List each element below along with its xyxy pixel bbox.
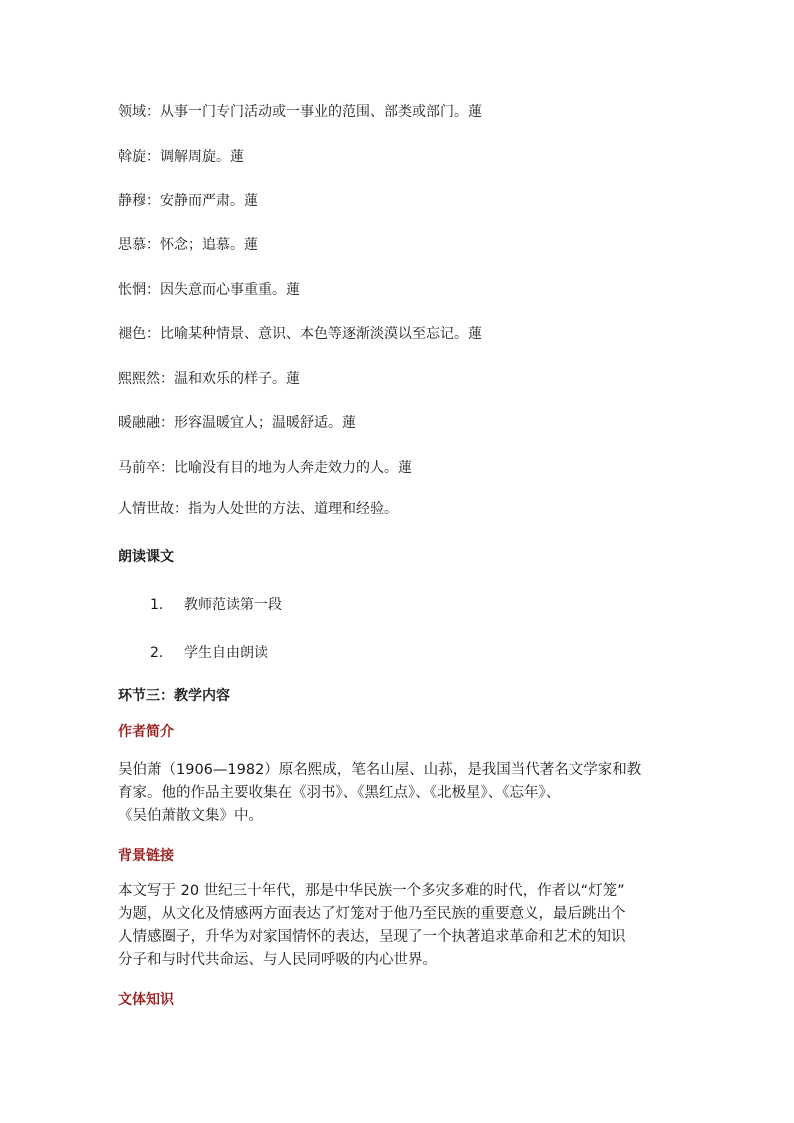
vocab-definition: 温和欢乐的样子。 [174,371,286,387]
author-line-3: 《吴伯萧散文集》中。 [118,808,263,824]
vocab-mark: 蓮 [342,415,356,431]
list-text: 教师范读第一段 [184,597,282,613]
section3-heading: 环节三：教学内容 [118,688,230,704]
vocab-item-maqianzu: 马前卒：比喻没有目的地为人奔走效力的人。蓮 [118,460,412,476]
background-line-3: 人情感圈子，升华为对家国情怀的表达，呈现了一个执著追求革命和艺术的知识 [118,929,626,945]
vocab-term: 人情世故 [118,501,174,517]
vocab-mark: 蓮 [468,326,482,342]
genre-heading: 文体知识 [118,992,174,1008]
vocab-mark: 蓮 [286,282,300,298]
background-heading: 背景链接 [118,848,174,864]
vocab-definition: 指为人处世的方法、道理和经验。 [188,501,398,517]
background-paragraph [118,880,678,972]
vocab-definition: 怀念；追慕。 [160,237,244,253]
vocab-term: 褪色 [118,326,146,342]
vocab-term: 斡旋 [118,149,146,165]
background-line-1: 本文写于 20 世纪三十年代，那是中华民族一个多灾多难的时代，作者以“灯笼” [118,883,625,899]
author-line-1: 吴伯萧（1906—1982）原名熙成，笔名山屋、山荪，是我国当代著名文学家和教 [118,762,642,778]
vocab-item-simu: 思慕：怀念；追慕。蓮 [118,237,258,253]
vocab-item-tuise: 褪色：比喻某种情景、意识、本色等逐渐淡漠以至忘记。蓮 [118,326,482,342]
author-paragraph [118,759,678,828]
background-line-2: 为题，从文化及情感两方面表达了灯笼对于他乃至民族的重要意义，最后跳出个 [118,906,626,922]
vocab-mark: 蓮 [244,237,258,253]
vocab-term: 静穆 [118,193,146,209]
reading-heading: 朗读课文 [118,549,174,565]
vocab-definition: 调解周旋。 [160,149,230,165]
author-line-2: 育家。他的作品主要收集在《羽书》、《黑红点》、《北极星》、《忘年》、 [118,785,561,801]
vocab-term: 怅惘 [118,282,146,298]
vocab-mark: 蓮 [230,149,244,165]
vocab-mark: 蓮 [468,104,482,120]
reading-list-item-1 [150,595,282,615]
vocab-term: 熙熙然 [118,371,160,387]
vocab-term: 领域 [118,104,146,120]
vocab-item-nuanrongrong: 暖融融：形容温暖宜人；温暖舒适。蓮 [118,415,356,431]
list-text: 学生自由朗读 [184,645,268,661]
author-heading: 作者简介 [118,724,174,740]
vocab-mark: 蓮 [244,193,258,209]
vocab-definition: 比喻某种情景、意识、本色等逐渐淡漠以至忘记。 [160,326,468,342]
vocab-term: 思慕 [118,237,146,253]
vocab-term: 暖融融 [118,415,160,431]
vocab-definition: 从事一门专门活动或一事业的范围、部类或部门。 [160,104,468,120]
background-line-4: 分子和与时代共命运、与人民同呼吸的内心世界。 [118,952,437,968]
vocab-definition: 比喻没有目的地为人奔走效力的人。 [174,460,398,476]
vocab-mark: 蓮 [398,460,412,476]
vocab-term: 马前卒 [118,460,160,476]
vocab-mark: 蓮 [286,371,300,387]
vocab-item-xixiran: 熙熙然：温和欢乐的样子。蓮 [118,371,300,387]
vocab-item-lingyu: 领域：从事一门专门活动或一事业的范围、部类或部门。蓮 [118,104,482,120]
vocab-definition: 安静而严肃。 [160,193,244,209]
list-number: 1. [150,597,164,613]
vocab-item-woxuan: 斡旋：调解周旋。蓮 [118,149,244,165]
vocab-definition: 因失意而心事重重。 [160,282,286,298]
reading-list-item-2 [150,643,268,663]
vocab-item-changwang: 怅惘：因失意而心事重重。蓮 [118,282,300,298]
list-number: 2. [150,645,164,661]
vocab-item-jingmu: 静穆：安静而严肃。蓮 [118,193,258,209]
vocab-item-renqingshigu: 人情世故：指为人处世的方法、道理和经验。 [118,501,398,517]
vocab-definition: 形容温暖宜人；温暖舒适。 [174,415,342,431]
